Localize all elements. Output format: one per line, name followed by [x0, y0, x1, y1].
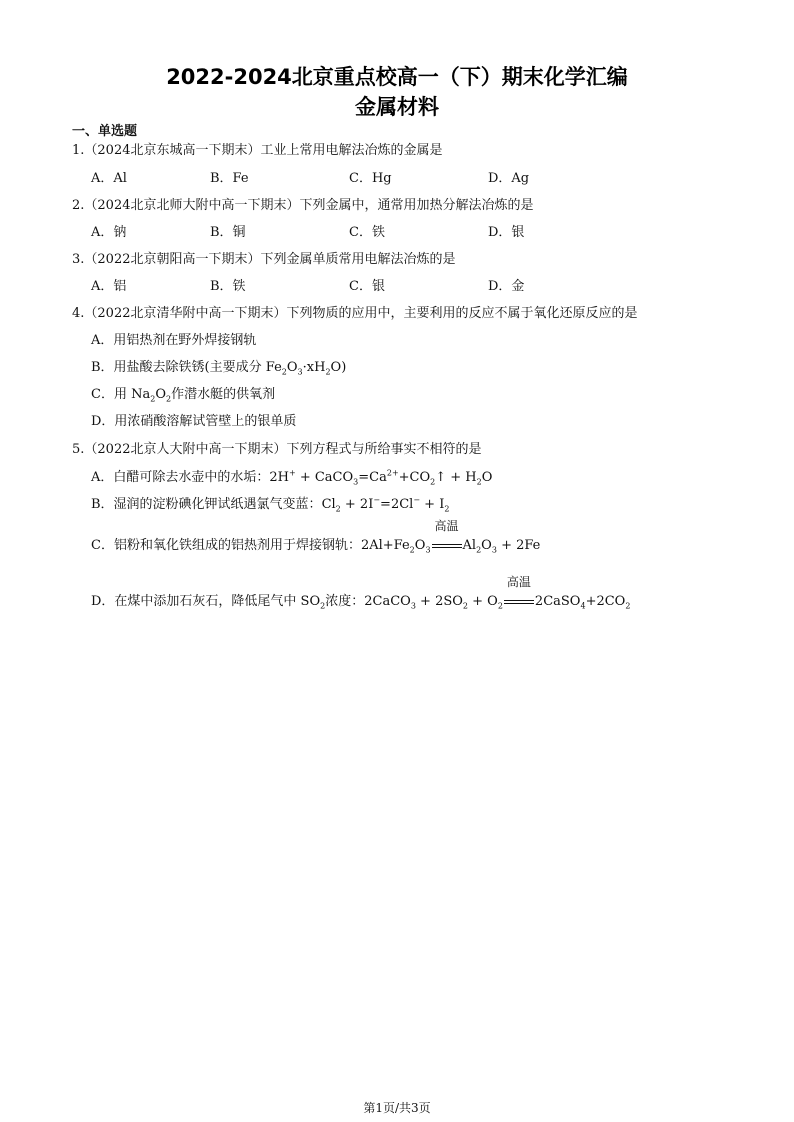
- q2-option-b: B．铜: [210, 225, 246, 240]
- q3-option-d: D．金: [488, 279, 525, 294]
- reaction-condition: 高温: [503, 592, 535, 612]
- q4-option-c-text: C．用 Na: [91, 387, 151, 402]
- q3-option-b: B．铁: [210, 279, 246, 294]
- question-3-stem: 3.（2022北京朝阳高一下期末）下列金属单质常用电解法冶炼的是: [72, 252, 456, 267]
- question-5-stem: 5.（2022北京人大附中高一下期末）下列方程式与所给事实不相符的是: [72, 442, 482, 457]
- question-4-stem: 4.（2022北京清华附中高一下期末）下列物质的应用中，主要利用的反应不属于氧化还原反应的是: [72, 306, 638, 321]
- q3-option-a: A．铝: [91, 279, 127, 294]
- q1-option-b: B．Fe: [210, 171, 249, 186]
- question-2-stem: 2.（2024北京北师大附中高一下期末）下列金属中，通常用加热分解法冶炼的是: [72, 198, 534, 213]
- reaction-condition: 高温: [431, 536, 463, 556]
- q4-option-b: B．用盐酸去除铁锈(主要成分 $Fe_2O_3\cdot xH_2O$): [91, 360, 347, 377]
- q5-option-a-text: A．白醋可除去水壶中的水垢：: [91, 470, 270, 485]
- q4-option-a: A．用铝热剂在野外焊接钢轨: [91, 333, 257, 348]
- q1-option-c: C．Hg: [349, 171, 392, 186]
- q4-option-c-text2: 作潜水艇的供氧剂: [171, 387, 276, 402]
- q5-option-d: D．在煤中添加石灰石，降低尾气中 $SO_2$浓度：2CaCO$_3$ + $2SO_2 + O_2$ 高温 $2CaSO_4+2CO_2$: [91, 575, 631, 611]
- q5-option-a: A．白醋可除去水壶中的水垢：$2H^+ + CaCO_3=Ca^{2+}+CO_2↑ + H_2O$: [91, 468, 493, 487]
- q5-option-b-text: B．湿润的淀粉碘化钾试纸遇氯气变蓝：: [91, 497, 322, 512]
- q1-option-a: A．Al: [91, 171, 127, 186]
- question-1-stem: 1.（2024北京东城高一下期末）工业上常用电解法冶炼的金属是: [72, 143, 443, 158]
- q1-option-d: D．Ag: [488, 171, 530, 186]
- q5-option-d-text2: 浓度：: [325, 594, 365, 609]
- q4-option-d: D．用浓硝酸溶解试管壁上的银单质: [91, 414, 297, 429]
- q4-option-b-text: B．用盐酸去除铁锈(主要成分 Fe: [91, 360, 282, 375]
- q3-option-c: C．银: [349, 279, 385, 294]
- q5-option-b: B．湿润的淀粉碘化钾试纸遇氯气变蓝：$Cl_2 + 2I^-=2Cl^- + I_2$: [91, 495, 450, 514]
- document-title-line1: 2022-2024北京重点校高一（下）期末化学汇编: [166, 65, 628, 89]
- q2-option-d: D．银: [488, 225, 525, 240]
- q5-option-c: C．铝粉和氧化铁组成的铝热剂用于焊接钢轨：$2Al+Fe_2O_3$ 高温 $Al_2O_3 + 2Fe$: [91, 519, 541, 555]
- page-footer: 第1页/共3页: [363, 1101, 431, 1115]
- document-title-line2: 金属材料: [355, 95, 439, 119]
- q5-option-d-text: D．在煤中添加石灰石，降低尾气中 SO: [91, 594, 321, 609]
- q4-option-c: C．用 $Na_2O_2$作潜水艇的供氧剂: [91, 387, 276, 404]
- q5-option-c-text: C．铝粉和氧化铁组成的铝热剂用于焊接钢轨：: [91, 538, 361, 553]
- q2-option-c: C．铁: [349, 225, 385, 240]
- section-heading: 一、单选题: [72, 124, 138, 139]
- q2-option-a: A．钠: [91, 225, 127, 240]
